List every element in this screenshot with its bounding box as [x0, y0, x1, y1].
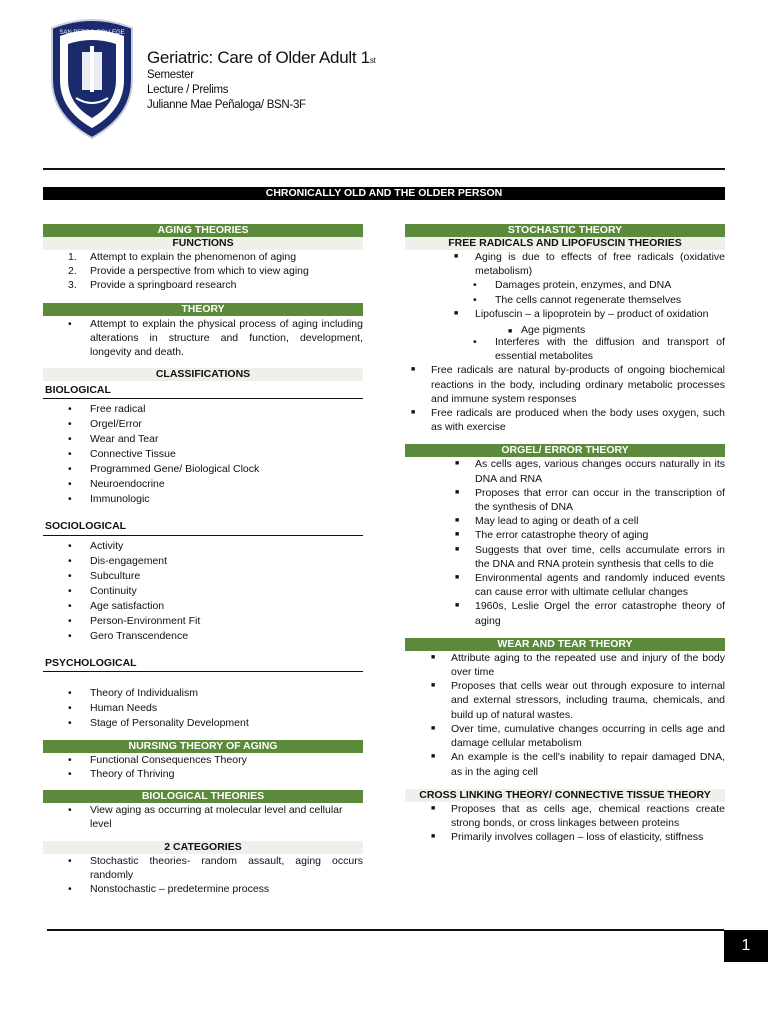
stochastic-heading: STOCHASTIC THEORY	[405, 224, 725, 237]
list-item: • Activity	[68, 539, 124, 552]
list-item: ■ Free radicals are produced when the body uses oxygen, such as with exercise	[411, 407, 725, 434]
header-divider	[43, 168, 725, 170]
sociological-list	[43, 539, 363, 644]
age-pigments-item: ■ Age pigments	[508, 324, 586, 336]
list-item: • Nonstochastic – predetermine process	[68, 883, 270, 896]
nursing-theory-heading: NURSING THEORY OF AGING	[43, 740, 363, 753]
list-item: • Stochastic theories- random assault, aging occurs randomly	[68, 854, 363, 881]
svg-text:SAN PEDRO COLLEGE: SAN PEDRO COLLEGE	[59, 30, 125, 36]
nursing-list	[43, 753, 363, 781]
biological-heading: BIOLOGICAL	[43, 381, 363, 399]
list-item: ■ Environmental agents and randomly induced events can cause error with ultimate cellular changes	[455, 572, 725, 599]
list-item: ■ Aging is due to effects of free radicals (oxidative metabolism)	[454, 251, 725, 278]
list-item: • Dis-engagement	[68, 554, 168, 567]
psychological-heading: PSYCHOLOGICAL	[43, 654, 363, 672]
list-item: • Immunologic	[68, 493, 150, 506]
wear-tear-heading: WEAR AND TEAR THEORY	[405, 638, 725, 651]
list-item: ■ May lead to aging or death of a cell	[455, 515, 639, 528]
list-item: • Attempt to explain the physical process of aging including alterations in structure and function, development, longevity and death.	[68, 317, 363, 359]
list-item: • Theory of Individualism	[68, 686, 198, 699]
sociological-heading: SOCIOLOGICAL	[43, 517, 363, 535]
list-item: • Damages protein, enzymes, and DNA	[473, 279, 672, 292]
list-item: • Human Needs	[68, 701, 158, 714]
biological-theories-list	[43, 803, 363, 831]
list-item: • View aging as occurring at molecular level and cellular level	[68, 804, 343, 831]
cross-linking-heading: CROSS LINKING THEORY/ CONNECTIVE TISSUE THEORY	[405, 789, 725, 802]
wear-tear-list	[405, 651, 725, 779]
list-item: ■ 1960s, Leslie Orgel the error catastrophe theory of aging	[455, 600, 725, 627]
theory-list	[43, 317, 363, 360]
orgel-list	[429, 457, 725, 627]
cross-linking-list	[405, 802, 725, 845]
list-item: • Functional Consequences Theory	[68, 753, 247, 766]
functions-list	[43, 250, 363, 293]
list-item: • Interferes with the diffusion and transport of essential metabolites	[473, 336, 725, 363]
list-item: ■ The error catastrophe theory of aging	[455, 529, 649, 542]
list-item: • Age satisfaction	[68, 599, 165, 612]
free-radicals-notes	[385, 363, 725, 434]
list-item: • The cells cannot regenerate themselves	[473, 293, 682, 306]
list-item: 1. Attempt to explain the phenomenon of aging	[68, 251, 297, 263]
footer-divider	[47, 929, 724, 931]
list-item: ■ Free radicals are natural by-products of ongoing biochemical reactions in the body, including ordinary metabolic processes and immune system responses	[411, 364, 725, 405]
list-item: ■ Over time, cumulative changes occurring in cells age and damage cellular metabolism	[431, 722, 725, 750]
list-item: • Theory of Thriving	[68, 768, 175, 781]
list-item: • Programmed Gene/ Biological Clock	[68, 463, 260, 476]
list-item: • Orgel/Error	[68, 418, 142, 431]
lipofuscin-list	[405, 307, 725, 321]
list-item: ■ Lipofuscin – a lipoprotein by – product of oxidation	[454, 307, 709, 320]
author-label: Julianne Mae Peñaloga/ BSN-3F	[147, 99, 306, 111]
free-radicals-list	[405, 250, 725, 278]
aging-theories-heading: AGING THEORIES	[43, 224, 363, 237]
classifications-heading: CLASSIFICATIONS	[43, 368, 363, 381]
list-item: • Subculture	[68, 569, 141, 582]
free-radicals-sublist	[405, 278, 725, 306]
functions-heading: FUNCTIONS	[43, 237, 363, 250]
list-item: • Neuroendocrine	[68, 478, 165, 491]
list-item: • Gero Transcendence	[68, 629, 189, 642]
right-column	[405, 224, 725, 844]
list-item: • Stage of Personality Development	[68, 716, 249, 729]
page-number: 1	[724, 930, 768, 962]
left-column	[43, 224, 363, 896]
psychological-list	[43, 686, 363, 731]
biological-theories-heading: BIOLOGICAL THEORIES	[43, 790, 363, 803]
college-seal-logo	[46, 18, 138, 140]
list-item: • Wear and Tear	[68, 433, 159, 446]
theory-heading: THEORY	[43, 303, 363, 316]
term-label: Lecture / Prelims	[147, 84, 229, 96]
biological-list	[43, 402, 363, 507]
semester-label: Semester	[147, 69, 194, 81]
list-item: ■ Attribute aging to the repeated use and injury of the body over time	[431, 651, 725, 679]
list-item: ■ Primarily involves collagen – loss of elasticity, stiffness	[431, 831, 704, 844]
categories-list	[43, 854, 363, 897]
list-item: • Free radical	[68, 403, 146, 416]
document-title: Geriatric: Care of Older Adult 1st	[147, 48, 376, 67]
list-item: ■ Proposes that error can occur in the transcription of the synthesis of DNA	[455, 486, 725, 514]
section-banner: CHRONICALLY OLD AND THE OLDER PERSON	[43, 187, 725, 200]
orgel-heading: ORGEL/ ERROR THEORY	[405, 444, 725, 457]
list-item: • Person-Environment Fit	[68, 614, 201, 627]
list-item: • Connective Tissue	[68, 448, 176, 461]
categories-heading: 2 CATEGORIES	[43, 841, 363, 854]
list-item: 3. Provide a springboard research	[68, 279, 237, 292]
list-item: ■ Suggests that over time, cells accumulate errors in the DNA and RNA protein synthesis that cells to die	[455, 543, 725, 570]
free-radicals-heading: FREE RADICALS AND LIPOFUSCIN THEORIES	[405, 237, 725, 250]
list-item: ■ Proposes that as cells age, chemical reactions create strong bonds, or cross linkages between proteins	[431, 802, 725, 829]
list-item: • Continuity	[68, 584, 137, 597]
list-item: ■ An example is the cell's inability to repair damaged DNA, as in the aging cell	[431, 751, 725, 778]
lipofuscin-sublist	[405, 335, 725, 363]
list-item: 2. Provide a perspective from which to view aging	[68, 265, 309, 278]
list-item: ■ Proposes that cells wear out through exposure to internal and external stressors, including trauma, chemicals, and build up of natural wastes.	[431, 680, 725, 721]
list-item: ■ As cells ages, various changes occurs naturally in its DNA and RNA	[455, 458, 725, 485]
